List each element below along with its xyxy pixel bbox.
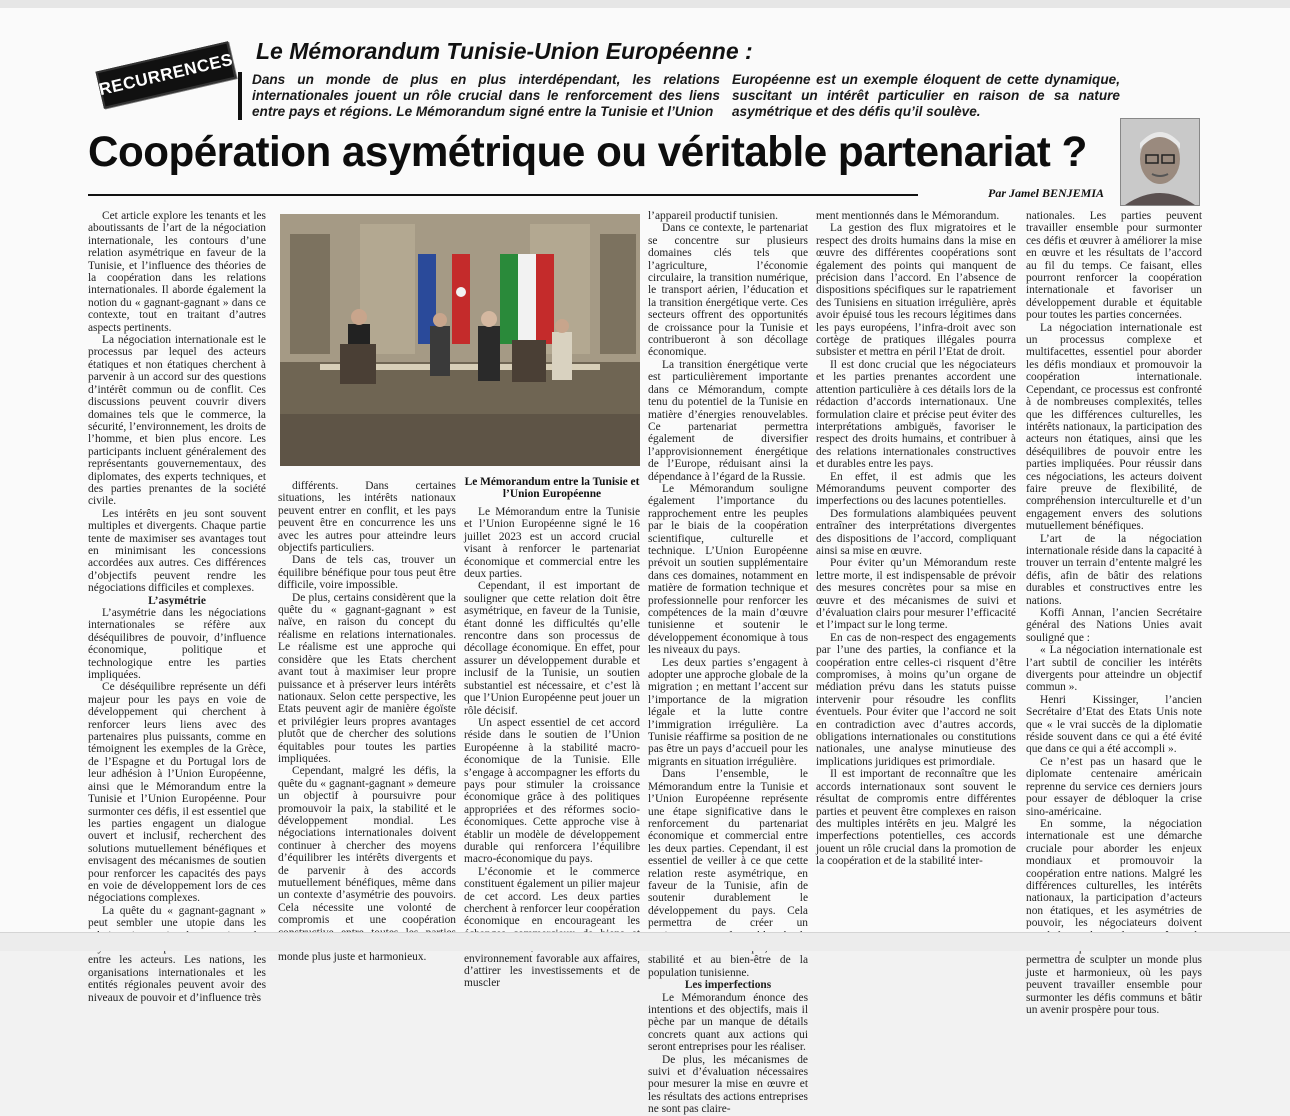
lead-part-2: Européenne est un exemple éloquent de cette dynamique, suscitant un intérêt particulier en raison de sa nature asymétrique et des défis qu’il soulève. [732, 72, 1120, 119]
paragraph: nationales. Les parties peuvent travailler ensemble pour surmonter ces défis et œuvrer à améliorer la mise en œuvre et les résultats de l’accord au fil du temps. Ce faisant, elles pourront renforcer la coopération internationale et favoriser un développement durable et équitable pour toutes les parties concernées. [1026, 210, 1202, 322]
rubric-badge: RECURRENCES [95, 41, 236, 109]
paragraph: De plus, certains considèrent que la quête du « gagnant-gagnant » est naïve, en raison du concept du réalisme en relations internationales. Le réalisme est une approche qui considère que les Etats cherchent avant tout à maximiser leur propre puissance et à préserver leurs intérêts nationaux. Selon cette perspective, les Etats peuvent agir de manière égoïste et privilégier leurs propres avantages plutôt que de chercher des solutions équitables pour toutes les parties impliquées. [278, 591, 456, 765]
paragraph: En effet, il est admis que les Mémorandums peuvent comporter des imperfections ou des lacunes potentielles. [816, 470, 1016, 508]
column-4 [648, 210, 808, 1116]
paragraph: Il est donc crucial que les négociateurs et les parties prenantes accordent une attention particulière à ces détails lors de la rédaction d’accords internationaux. Une formulation claire et précise peut éviter des interprétations ambiguës, favoriser le respect des droits humains, et contribuer à des relations internationales constructives et durables entre les pays. [816, 358, 1016, 471]
headline: Coopération asymétrique ou véritable partenariat ? [88, 128, 1087, 176]
paragraph: Des formulations alambiquées peuvent entraîner des interprétations divergentes des dispositions de l’accord, compliquant ainsi sa mise en œuvre. [816, 507, 1016, 557]
paragraph: Ce n’est pas un hasard que le diplomate centenaire américain reprenne du service ces derniers jours pour essayer de débloquer la crise sino-américaine. [1026, 755, 1202, 818]
paragraph: Un aspect essentiel de cet accord réside dans le soutien de l’Union Européenne à la stabilité macro-économique de la Tunisie. Elle s’engage à accompagner les efforts du pays pour stimuler la croissance économique grâce à des politiques appropriées et des réformes socio-économiques. Cette approche vise à établir un modèle de développement durable qui renforcera l’équilibre macro-économique du pays. [464, 716, 640, 866]
paragraph: Cet article explore les tenants et les aboutissants de l’art de la négociation internationale, les contours d’une relation asymétrique en faveur de la Tunisie, et l’influence des théories de la coopération dans les relations internationales. Il aborde également la notion du « gagnant-gagnant » dans ce contexte, tout en traitant d’autres aspects pertinents. [88, 210, 266, 334]
column-6 [1026, 210, 1202, 1016]
paragraph: La quête du « gagnant-gagnant » peut sembler une utopie dans les entre les acteurs. Les nations, les organisations internationales et les entités régionales peuvent avoir des niveaux de pouvoir et d’influence très [88, 904, 266, 1004]
column-5 [816, 210, 1016, 868]
paragraph: Le Mémorandum entre la Tunisie et l’Union Européenne signé le 16 juillet 2023 est un accord crucial visant à renforcer le partenariat économique et commercial entre les deux parties. [464, 506, 640, 581]
paragraph: L’économie et le commerce constituent également un pilier majeur de cet accord. Les deux parties cherchent à renforcer leur coopération économique en encourageant les environnement favorable aux affaires, d’attirer les investissements et de muscler [464, 865, 640, 990]
paragraph: Dans de tels cas, trouver un équilibre bénéfique pour tous peut être difficile, voire impossible. [278, 554, 456, 592]
paragraph: l’appareil productif tunisien. [648, 210, 779, 222]
paragraph: Pour éviter qu’un Mémorandum reste lettre morte, il est indispensable de prévoir des mesures concrètes pour sa mise en œuvre et des mécanismes de suivi et d’évaluation clairs pour mesurer l’efficacité et l’impact sur le long terme. [816, 557, 1016, 632]
paragraph: La négociation internationale est un processus complexe et multifacettes, essentiel pour aborder les défis mondiaux et promouvoir la coopération internationale. Cependant, ce processus est confronté à de nombreuses complexités, telles que les différences culturelles, les intérêts nationaux, la participation des acteurs non étatiques, ainsi que les déséquilibres de pouvoir entre les parties impliquées. Pour réussir dans ces négociations, les acteurs doivent faire preuve de flexibilité, de compréhension interculturelle et d’un engagement envers des solutions mutuellement bénéfiques. [1026, 321, 1202, 533]
kicker-title: Le Mémorandum Tunisie-Union Européenne : [256, 38, 753, 64]
paragraph: Ce déséquilibre représente un défi majeur pour les pays en voie de développement qui cherchent à renforcer leurs liens avec des partenaires plus puissants, comme en témoignent les exemples de la Grèce, de l’Espagne et du Portugal lors de leur adhésion à l’Union Européenne, ainsi que le Mémorandum entre la Tunisie et l’Union Européenne. Pour surmonter ces défis, il est essentiel que les parties engagent un dialogue ouvert et inclusif, recherchent des solutions mutuellement bénéfiques et envisagent des mécanismes de soutien pour renforcer les capacités des pays en voie de développement lors de ces négociations complexes. [88, 681, 266, 905]
paragraph: Le Mémorandum souligne également l’importance du rapprochement entre les peuples par le biais de la coopération scientifique, culturelle et technique. L’Union Européenne prévoit un soutien supplémentaire dans ces domaines, notamment en matière de formation technique et professionnelle pour renforcer les compétences de la main d’œuvre tunisienne et soutenir le développement économique à tous les niveaux du pays. [648, 482, 808, 657]
top-strip [0, 0, 1290, 8]
paragraph: différents. Dans certaines situations, les intérêts nationaux peuvent entrer en conflit, et les pays peuvent être en concurrence les uns avec les autres pour atteindre leurs objectifs particuliers. [278, 480, 456, 555]
paragraph: La transition énergétique verte est particulièrement importante dans ce Mémorandum, compte tenu du potentiel de la Tunisie en matière d’énergies renouvelables. Ce partenariat permettra également de diversifier l’approvisionnement énergétique de l’Europe, réduisant ainsi la dépendance à l’égard de la Russie. [648, 358, 808, 483]
bottom-strip [0, 932, 1290, 951]
column-2 [278, 480, 456, 964]
paragraph: Cependant, malgré les défis, la quête du « gagnant-gagnant » demeure un objectif à poursuivre pour promouvoir la paix, la stabilité et le développement mondial. Les négociations internationales doivent continuer à chercher des moyens d’équilibrer les intérêts divergents et de parvenir à des accords mutuellement bénéfiques, même dans un contexte d’asymétrie des pouvoirs. Cela nécessite une volonté de compromis et une coopération monde plus juste et harmonieux. [278, 765, 456, 964]
paragraph: En somme, la négociation internationale est une démarche cruciale pour aborder les enjeux mondiaux et promouvoir la coopération entre nations. Malgré les différences culturelles, les intérêts nationaux, la participation d’acteurs non étatiques, et les asymétries de pouvoir, les négociateurs doivent permettra de sculpter un monde plus juste et harmonieux, où les pays peuvent travailler ensemble pour surmonter les défis communs et bâtir un avenir prospère pour tous. [1026, 817, 1202, 1016]
paragraph: Les intérêts en jeu sont souvent multiples et divergents. Chaque partie tente de maximiser ses avantages tout en minimisant les concessions accordées aux autres. Ces différences d’objectifs peuvent rendre les négociations difficiles et complexes. [88, 507, 266, 595]
photo-caption: Le Mémorandum entre la Tunisie et l’Union Européenne [464, 476, 640, 501]
author-portrait-icon [1120, 118, 1200, 206]
paragraph: « La négociation internationale est l’art subtil de concilier les intérêts divergents pour atteindre un objectif commun ». [1026, 644, 1202, 694]
paragraph: Dans ce contexte, le partenariat se concentre sur plusieurs domaines clés tels que l’agriculture, l’économie circulaire, la transition numérique, le transport aérien, l’éducation et la transition énergétique verte. Ces secteurs offrent des opportunités de croissance pour la Tunisie et contribueront à son décollage économique. [648, 222, 808, 359]
paragraph: La gestion des flux migratoires et le respect des droits humains dans la mise en œuvre des différentes coopérations sont également des points qui manquent de précision dans l’accord. En l’absence de dispositions spécifiques sur le rapatriement des Tunisiens en situation irrégulière, après avoir épuisé tous les recours légitimes dans les pays européens, l’infra-droit avec son cortège de pratiques illégales pourra subsister et mettra en péril l’Etat de droit. [816, 222, 1016, 359]
press-conference-photo-icon [280, 214, 640, 466]
paragraph: Les deux parties s’engagent à adopter une approche globale de la migration ; en mettant l’accent sur l’importance de la migration légale et la lutte contre l’immigration irrégulière. La Tunisie réaffirme sa position de ne pas être un pays d’accueil pour les migrants en situation irrégulière. [648, 656, 808, 768]
paragraph: Cependant, il est important de souligner que cette relation doit être asymétrique, en faveur de la Tunisie, étant donné les difficultés qu’elle rencontre dans son processus de décollage économique. En effet, pour assurer un développement durable et inclusif de la Tunisie, un soutien substantiel est nécessaire, et c’est là que l’Union Européenne peut jouer un rôle décisif. [464, 580, 640, 717]
subheading: Les imperfections [684, 979, 772, 992]
byline: Par Jamel BENJEMIA [918, 186, 1104, 200]
paragraph: Il est important de reconnaître que les accords internationaux sont souvent le résultat de compromis entre différentes parties et peuvent être complexes en raison des multiples intérêts en jeu. Malgré les imperfections potentielles, ces accords jouent un rôle crucial dans la promotion de la coopération et de la stabilité inter- [816, 768, 1016, 868]
paragraph: Dans l’ensemble, le Mémorandum entre la Tunisie et l’Union Européenne représente une étape significative dans le renforcement du partenariat économique et commercial entre les deux parties. Cependant, il est essentiel de veiller à ce que cette relation reste asymétrique, en faveur de la Tunisie, afin de soutenir durablement le développement du pays. Cela permettra de créer un stabilité et au bien-être de la population tunisienne. [648, 768, 808, 979]
paragraph: L’art de la négociation internationale réside dans la capacité à trouver un terrain d’entente malgré les défis, afin de bâtir des relations durables et constructives entre les nations. [1026, 532, 1202, 607]
paragraph: Le Mémorandum énonce des intentions et des objectifs, mais il pèche par un manque de détails concrets quant aux actions qui seront entreprises pour les réaliser. [648, 991, 808, 1054]
paragraph: L’asymétrie dans les négociations internationales se réfère aux déséquilibres de pouvoir, d’influence économique, politique et technologique entre les parties impliquées. [88, 607, 266, 682]
paragraph: ment mentionnés dans le Mémorandum. [816, 210, 1000, 222]
subheading: L’asymétrie [148, 594, 206, 607]
paragraph: De plus, les mécanismes de suivi et d’évaluation nécessaires pour mesurer la mise en œuvre et les résultats des actions entreprises ne sont pas claire- [648, 1053, 808, 1116]
column-3 [464, 506, 640, 990]
column-1 [88, 210, 266, 1004]
paragraph: Henri Kissinger, l’ancien Secrétaire d’Etat des Etats Unis note que « le vrai succès de la diplomatie réside souvent dans ce qui a été évité que dans ce qui a été accompli ». [1026, 693, 1202, 756]
paragraph: La négociation internationale est le processus par lequel des acteurs étatiques et non étatiques cherchent à parvenir à un accord sur des questions d’intérêt commun ou de conflit. Ces discussions peuvent couvrir divers domaines tels que le commerce, la sécurité, l’environnement, les droits de l’homme, et bien plus encore. Les participants incluent généralement des représentants gouvernementaux, des diplomates, des experts techniques, et des parties prenantes de la société civile. [88, 334, 266, 508]
lead-part-1: Dans un monde de plus en plus interdépendant, les relations internationales jouent un rôle crucial dans le renforcement des liens entre pays et régions. Le Mémorandum signé entre la Tunisie et l’Union [252, 72, 720, 119]
lead-rule [238, 72, 242, 120]
paragraph: En cas de non-respect des engagements par l’une des parties, la confiance et la coopération entre celles-ci risquent d’être compromises, à moins qu’un organe de médiation prévu dans les statuts puisse intervenir pour résoudre les conflits éventuels. Pour éviter que l’accord ne soit en contradiction avec d’autres accords, obligations internationales ou constitutions nationales, une analyse minutieuse des implications juridiques est primordiale. [816, 631, 1016, 768]
paragraph: Koffi Annan, l’ancien Secrétaire général des Nations Unies avait souligné que : [1026, 607, 1202, 644]
